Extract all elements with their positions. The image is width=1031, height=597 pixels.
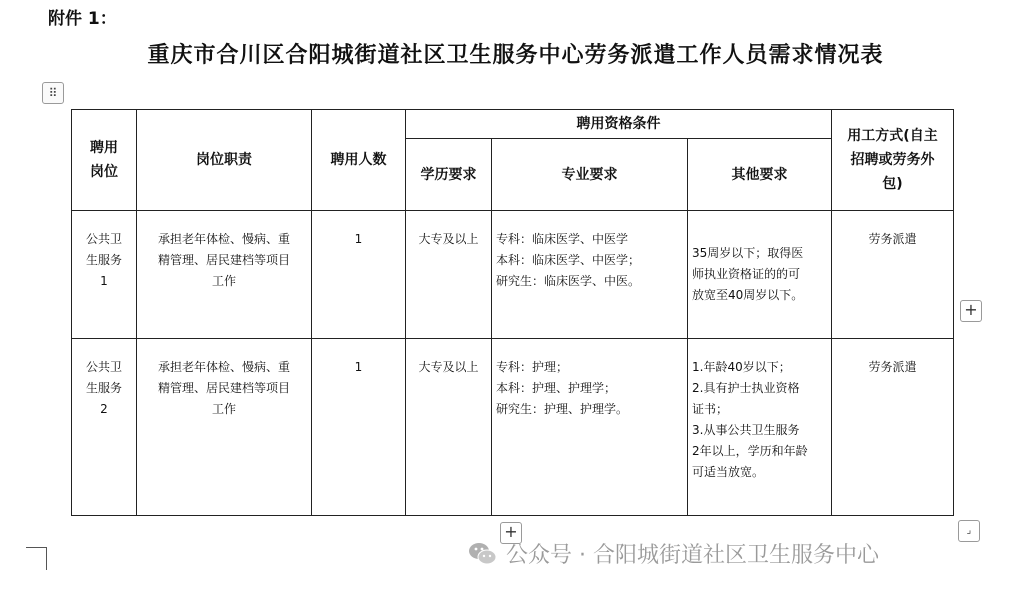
watermark — [468, 538, 879, 569]
cell-duties: 承担老年体检、慢病、重 精管理、居民建档等项目 工作 — [137, 211, 312, 339]
cell-education: 大专及以上 — [406, 211, 492, 339]
header-qualifications: 聘用资格条件 — [406, 110, 832, 139]
cell-position: 公共卫 生服务 2 — [72, 339, 137, 516]
cell-education: 大专及以上 — [406, 339, 492, 516]
add-row-button[interactable]: + — [500, 522, 522, 544]
cell-major: 专科：护理； 本科：护理、护理学； 研究生：护理、护理学。 — [492, 339, 688, 516]
attachment-label: 附件 1： — [48, 9, 117, 29]
cell-other: 1.年龄40岁以下； 2.具有护士执业资格 证书； 3.从事公共卫生服务 2年以上，学历和年龄 可适当放宽。 — [688, 339, 832, 516]
cell-count: 1 — [312, 211, 406, 339]
header-employment-mode: 用工方式(自主 招聘或劳务外 包) — [832, 110, 954, 211]
header-other: 其他要求 — [688, 139, 832, 211]
watermark-text: 公众号 · 合阳城街道社区卫生服务中心 — [506, 543, 879, 568]
cell-position: 公共卫 生服务 1 — [72, 211, 137, 339]
table-row — [72, 211, 954, 339]
table-move-handle-icon[interactable]: ⠿ — [42, 82, 64, 104]
cell-other: 35周岁以下；取得医 师执业资格证的的可 放宽至40周岁以下。 — [688, 211, 832, 339]
header-education: 学历要求 — [406, 139, 492, 211]
wechat-icon — [468, 541, 498, 567]
add-column-button[interactable]: + — [960, 300, 982, 322]
header-duties: 岗位职责 — [137, 110, 312, 211]
cell-duties: 承担老年体检、慢病、重 精管理、居民建档等项目 工作 — [137, 339, 312, 516]
requirements-table — [71, 109, 954, 516]
cell-employment-mode: 劳务派遣 — [832, 211, 954, 339]
cell-count: 1 — [312, 339, 406, 516]
page-corner-mark — [26, 547, 47, 570]
header-major: 专业要求 — [492, 139, 688, 211]
table-row — [72, 339, 954, 516]
page-title: 重庆市合川区合阳城街道社区卫生服务中心劳务派遣工作人员需求情况表 — [147, 43, 884, 68]
header-position: 聘用 岗位 — [72, 110, 137, 211]
table-resize-handle-icon[interactable]: ⌟ — [958, 520, 980, 542]
header-count: 聘用人数 — [312, 110, 406, 211]
cell-major: 专科：临床医学、中医学 本科：临床医学、中医学； 研究生：临床医学、中医。 — [492, 211, 688, 339]
table-header-row — [72, 110, 954, 139]
cell-employment-mode: 劳务派遣 — [832, 339, 954, 516]
